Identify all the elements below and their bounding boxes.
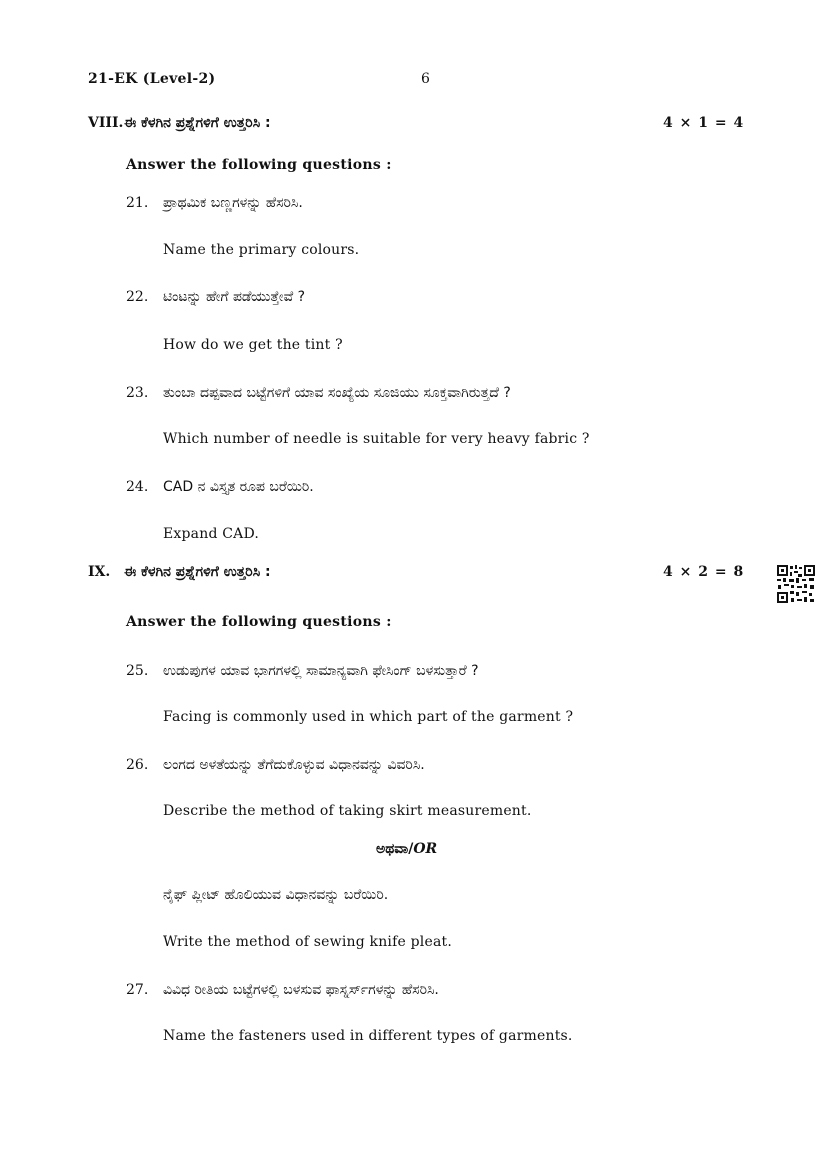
section-viii-english-instruction: Answer the following questions : xyxy=(126,157,392,173)
question-kannada: ಉಡುಪುಗಳ ಯಾವ ಭಾಗಗಳಲ್ಲಿ ಸಾಮಾನ್ಯವಾಗಿ ಫೇಸಿಂಗ್ ಬಳಸುತ್ತಾರೆ ? xyxy=(163,663,479,679)
question-kannada: ಪ್ರಾಥಮಿಕ ಬಣ್ಣಗಳನ್ನು ಹೆಸರಿಸಿ. xyxy=(163,195,303,211)
or-english: OR xyxy=(413,841,438,857)
question-kannada: ವಿವಿಧ ರೀತಿಯ ಬಟ್ಟೆಗಳಲ್ಲಿ ಬಳಸುವ ಫಾಸ್ನರ್ಸ್‌ಗಳನ್ನು ಹೆಸರಿಸಿ. xyxy=(163,982,439,998)
question-number: 22. xyxy=(126,289,149,305)
or-slash: / xyxy=(408,841,414,857)
question-number: 21. xyxy=(126,195,149,211)
question-english: Which number of needle is suitable for very heavy fabric ? xyxy=(163,431,590,447)
section-viii-marks: 4 × 1 = 4 xyxy=(663,115,745,131)
question-english: Expand CAD. xyxy=(163,526,260,542)
question-kannada: ಲಂಗದ ಅಳತೆಯನ್ನು ತೆಗೆದುಕೊಳ್ಳುವ ವಿಧಾನವನ್ನು ವಿವರಿಸಿ. xyxy=(163,757,425,773)
question-kannada: ತುಂಬಾ ದಪ್ಪವಾದ ಬಟ್ಟೆಗಳಿಗೆ ಯಾವ ಸಂಖ್ಯೆಯ ಸೂಜಿಯು ಸೂಕ್ತವಾಗಿರುತ್ತದೆ ? xyxy=(163,385,511,401)
question-english: Facing is commonly used in which part of the garment ? xyxy=(163,709,574,725)
question-english: How do we get the tint ? xyxy=(163,337,343,353)
question-english: Name the fasteners used in different types of garments. xyxy=(163,1028,573,1044)
question-number: 27. xyxy=(126,982,149,998)
question-english: Write the method of sewing knife pleat. xyxy=(163,934,452,950)
question-english: Name the primary colours. xyxy=(163,242,360,258)
paper-code: 21-EK (Level-2) xyxy=(88,71,216,87)
question-kannada: ಟಿಂಟನ್ನು ಹೇಗೆ ಪಡೆಯುತ್ತೇವೆ ? xyxy=(163,289,306,305)
question-kannada: CAD ನ ವಿಸ್ತೃತ ರೂಪ ಬರೆಯಿರಿ. xyxy=(163,479,314,495)
qr-code xyxy=(776,564,816,604)
section-viii-number: VIII. xyxy=(88,115,124,131)
section-ix-marks: 4 × 2 = 8 xyxy=(663,564,745,580)
page-number: 6 xyxy=(421,71,431,87)
section-viii-kannada-instruction: ಈ ಕೆಳಗಿನ ಪ್ರಶ್ನೆಗಳಿಗೆ ಉತ್ತರಿಸಿ : xyxy=(124,115,271,131)
question-number: 25. xyxy=(126,663,149,679)
question-number: 23. xyxy=(126,385,149,401)
question-number: 24. xyxy=(126,479,149,495)
or-separator xyxy=(376,841,437,857)
section-ix-kannada-instruction: ಈ ಕೆಳಗಿನ ಪ್ರಶ್ನೆಗಳಿಗೆ ಉತ್ತರಿಸಿ : xyxy=(124,564,271,580)
question-english: Describe the method of taking skirt measurement. xyxy=(163,803,532,819)
section-ix-english-instruction: Answer the following questions : xyxy=(126,614,392,630)
question-number: 26. xyxy=(126,757,149,773)
section-ix-number: IX. xyxy=(88,564,111,580)
question-kannada: ನೈಫ್ ಪ್ಲೀಟ್ ಹೊಲಿಯುವ ವಿಧಾನವನ್ನು ಬರೆಯಿರಿ. xyxy=(163,887,389,903)
or-kannada: ಅಥವಾ xyxy=(376,841,409,857)
